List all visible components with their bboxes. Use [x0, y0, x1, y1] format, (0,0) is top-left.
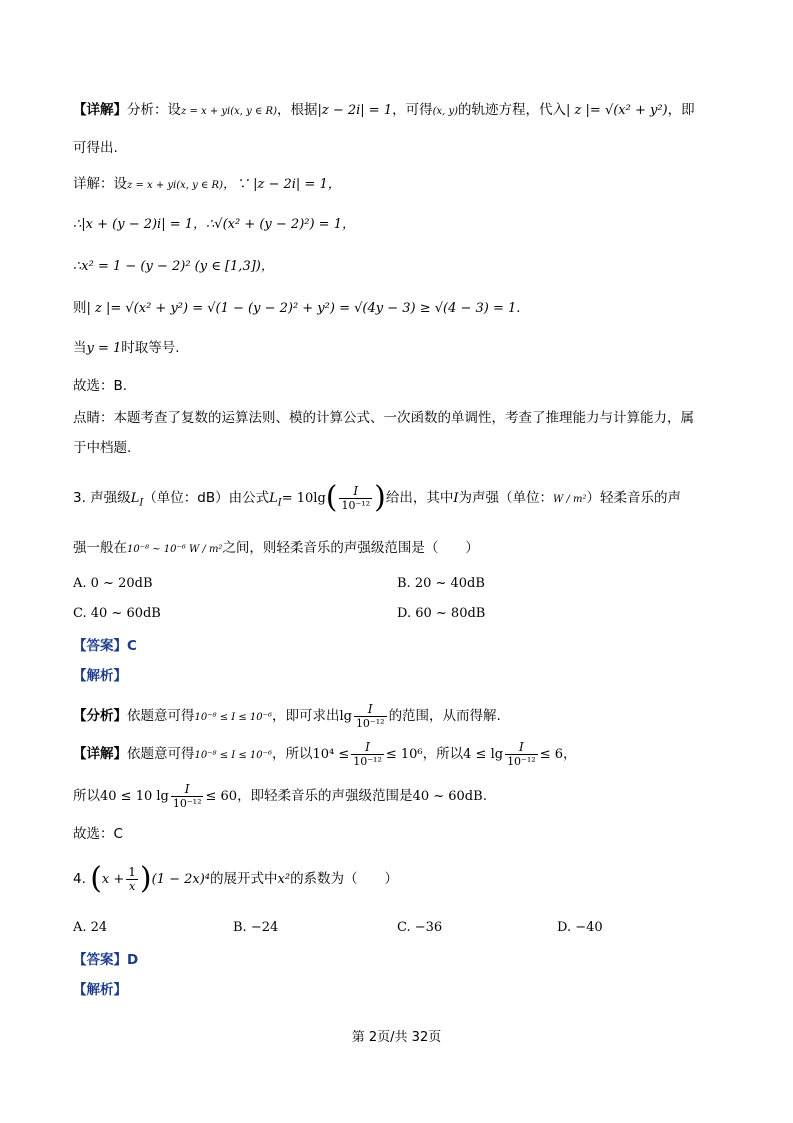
text: 于中档题. — [73, 440, 132, 456]
text: 之间，则轻柔音乐的声强级范围是（ ） — [222, 540, 479, 556]
text: ，根据 — [276, 102, 318, 118]
question-number: 4. — [73, 871, 86, 887]
text: ）轻柔音乐的声 — [586, 490, 681, 506]
math-expr: ，∵ |z − 2i| = 1， — [222, 177, 341, 192]
math-expr: ≤ 60 — [205, 789, 238, 804]
text: 的展开式中 — [210, 871, 278, 887]
text: 强一般在 — [73, 540, 127, 556]
question-3-stem-2 — [73, 538, 479, 560]
text: ，即可求出 — [271, 708, 340, 724]
text: . — [482, 788, 487, 804]
math-expr: 10⁻⁸ ≤ I ≤ 10⁻⁶ — [194, 750, 272, 761]
text: 点睛：本题考查了复数的运算法则、模的计算公式、一次函数的单调性，考查了推理能力与计算能力，属 — [73, 410, 694, 426]
analysis-line-2 — [73, 738, 576, 772]
solution-line-5 — [73, 338, 180, 359]
solution-line-2 — [73, 214, 355, 235]
math-expr: 10⁻⁸ ~ 10⁻⁶ W / m² — [127, 544, 223, 555]
fraction: $\frac{I}{\text{10⁻¹²}}$ — [507, 739, 536, 768]
answer-line — [73, 636, 137, 656]
fraction: $\frac{I}{\text{10⁻¹²}}$ — [355, 701, 385, 730]
question-3-stem-1: 3. 声强级$L_I$（单位：dB）由公式$L_I= 10\lg$( $\frac{I}{\text{10⁻¹²}}$ )给出，其中I为声强（单位：W / m²）轻柔音乐的声 — [73, 480, 681, 515]
fraction: $\frac{1}{x}$ — [128, 864, 136, 893]
choice-d: D. −40 — [557, 920, 603, 935]
text: 时取等号. — [121, 340, 180, 356]
math-expr: y = 1 — [86, 341, 122, 356]
math-expr: | z |= √(x² + y²) = √(1 − (y − 2)² + y²) = √(4y − 3) ≥ √(4 − 3) = 1. — [86, 301, 521, 316]
text: 依题意可得 — [127, 708, 195, 724]
math-expr: x + — [101, 872, 125, 887]
solution-line-4 — [73, 298, 520, 319]
text: 为声强（单位： — [458, 490, 553, 506]
text: 详解：设 — [73, 176, 127, 192]
choice-b: B. 20 ~ 40dB — [397, 576, 485, 591]
choice-d: D. 60 ~ 80dB — [397, 606, 486, 621]
text: 的轨迹方程，代入 — [458, 102, 567, 118]
text: 则 — [73, 300, 87, 316]
text: 声强级 — [90, 490, 131, 506]
math-expr: z = x + yi(x, y ∈ R) — [181, 106, 277, 117]
math-expr: ∴x² = 1 − (y − 2)² (y ∈ [1,3])， — [73, 259, 274, 274]
text: 分析：设 — [127, 102, 181, 118]
text: ，所以 — [271, 746, 313, 762]
analysis-heading — [73, 980, 127, 1000]
text: 所以 — [73, 788, 100, 804]
math-expr: 10⁻⁸ ≤ I ≤ 10⁻⁶ — [194, 712, 272, 723]
math-expr: | z |= √(x² + y²) — [566, 103, 668, 118]
detail-line-2 — [73, 138, 118, 158]
question-number: 3. — [73, 490, 86, 506]
solution-line-1 — [73, 174, 341, 196]
math-expr: |z − 2i| = 1 — [317, 103, 393, 118]
analysis-tag: 【解析】 — [73, 982, 127, 998]
text: ，可得 — [392, 102, 433, 118]
text: 故选：C — [73, 826, 123, 842]
text: ，即 — [667, 102, 695, 118]
text: ，即轻柔音乐的声强级范围是 — [237, 788, 413, 804]
analysis-tag: 【分析】 — [73, 708, 127, 724]
text: ，所以 — [422, 746, 464, 762]
detail-line-1 — [73, 100, 695, 122]
choice-c: C. −36 — [397, 920, 443, 935]
math-expr: z = x + yi(x, y ∈ R) — [127, 180, 223, 191]
solution-choice-line — [73, 376, 127, 396]
math-expr: W / m² — [552, 494, 587, 505]
math-expr: = 10lg — [281, 491, 326, 506]
analysis-line-3 — [73, 780, 487, 813]
text: 的范围，从而得解. — [388, 708, 501, 724]
text: 给出，其中 — [385, 490, 454, 506]
fraction: $\frac{I}{\text{10⁻¹²}}$ — [353, 739, 382, 768]
math-expr: 40 ≤ 10 lg — [100, 789, 169, 804]
text: （单位：dB）由公式 — [143, 490, 270, 506]
text: 故选：B. — [73, 378, 128, 394]
answer-tag: 【答案】D — [73, 952, 139, 968]
math-expr: 40 ~ 60dB — [412, 789, 483, 804]
choice-a: A. 0 ~ 20dB — [73, 576, 153, 591]
text: 的系数为（ ） — [290, 871, 399, 887]
math-expr: x² — [277, 872, 291, 887]
choice-c: C. 40 ~ 60dB — [73, 606, 161, 621]
page-footer: 第 2页/共 32页 — [351, 1030, 442, 1045]
text: 依题意可得 — [127, 746, 195, 762]
analysis-choice-line — [73, 824, 123, 844]
analysis-heading — [73, 666, 127, 686]
detail-tag: 【详解】 — [73, 102, 127, 118]
choice-b: B. −24 — [233, 920, 279, 935]
fraction: $\frac{I}{\text{10⁻¹²}}$ — [172, 781, 202, 810]
remark-line-1 — [73, 408, 694, 428]
text: ， — [562, 746, 577, 762]
analysis-tag: 【解析】 — [73, 668, 127, 684]
math-expr: I — [139, 497, 144, 509]
math-expr: I — [453, 491, 459, 506]
fraction: $\frac{I}{\text{10⁻¹²}}$ — [341, 483, 371, 512]
math-expr: (1 − 2x)⁴ — [151, 872, 211, 887]
math-expr: 10⁴ ≤ — [312, 747, 350, 762]
math-expr: lg — [339, 709, 352, 724]
math-expr: I — [277, 497, 282, 509]
math-expr: (x, y) — [432, 106, 459, 117]
math-expr: L — [269, 491, 278, 506]
answer-tag: 【答案】C — [73, 638, 137, 654]
choice-a: A. 24 — [73, 920, 108, 935]
math-expr: ∴|x + (y − 2)i| = 1，∴√(x² + (y − 2)²) = 1， — [73, 217, 355, 232]
question-4-stem: 4. (x + $\frac{1}{x}$ )(1 − 2x)⁴的展开式中x²的系数为（ ） — [73, 861, 399, 896]
detail-tag: 【详解】 — [73, 746, 127, 762]
text: 可得出. — [73, 140, 118, 156]
answer-line — [73, 950, 138, 970]
math-expr: L — [130, 491, 140, 506]
math-expr: 4 ≤ lg — [463, 747, 504, 762]
math-expr: ≤ 10⁶ — [385, 747, 423, 762]
math-expr: ≤ 6 — [539, 747, 563, 762]
analysis-line-1 — [73, 700, 501, 734]
text: 当 — [73, 340, 87, 356]
solution-line-3 — [73, 256, 274, 277]
remark-line-2 — [73, 438, 131, 458]
